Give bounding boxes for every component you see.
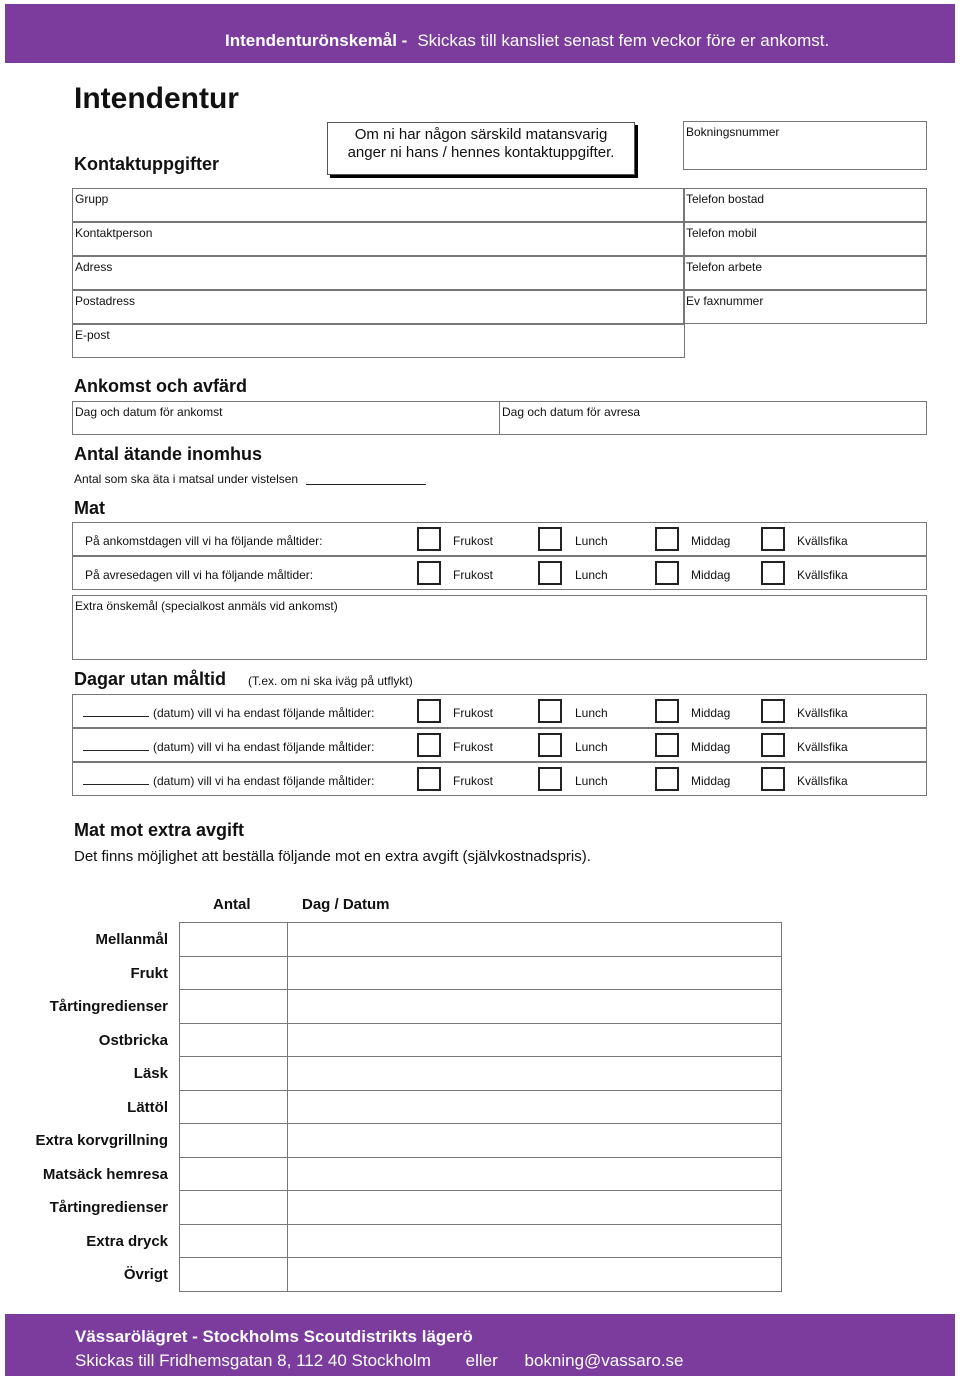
middag-checkbox[interactable] — [655, 699, 679, 723]
meal-label: Frukost — [453, 534, 494, 548]
arrival-day-meals-row — [72, 522, 927, 556]
header-text — [225, 31, 829, 51]
extra-item-date-cell[interactable] — [287, 922, 782, 957]
footer-band — [5, 1314, 955, 1376]
field-label: Postadress — [75, 294, 136, 308]
no-meal-heading: Dagar utan måltid — [74, 669, 227, 689]
header-band — [5, 4, 955, 63]
booking-number-label: Bokningsnummer — [686, 125, 780, 139]
meal-label: Kvällsfika — [797, 706, 848, 720]
header-title: Intendenturönskemål - — [225, 31, 408, 50]
extra-item-date-cell[interactable] — [287, 989, 782, 1024]
frukost-checkbox[interactable] — [417, 699, 441, 723]
extra-item-count-cell[interactable] — [179, 1224, 288, 1259]
eaters-heading: Antal ätande inomhus — [74, 444, 263, 464]
page-title: Intendentur — [74, 82, 239, 115]
matansvarig-note — [327, 122, 635, 175]
booking-number-field[interactable] — [683, 121, 927, 170]
extra-item-label: Läsk — [133, 1065, 168, 1082]
extra-item-label: Mellanmål — [95, 931, 168, 948]
meal-label: Middag — [691, 774, 731, 788]
arrival-heading: Ankomst och avfärd — [74, 376, 248, 396]
meal-label: Frukost — [453, 740, 494, 754]
meal-label: Middag — [691, 568, 731, 582]
col-header-date: Dag / Datum — [302, 896, 390, 913]
note-line-2: anger ni hans / hennes kontaktuppgifter. — [347, 144, 615, 161]
frukost-checkbox[interactable] — [417, 527, 441, 551]
fax-field[interactable] — [683, 290, 927, 324]
extra-item-date-cell[interactable] — [287, 1190, 782, 1225]
extra-item-count-cell[interactable] — [179, 1257, 288, 1292]
meal-label: Lunch — [575, 568, 608, 582]
meal-label: Frukost — [453, 706, 494, 720]
email-field[interactable] — [72, 324, 685, 358]
extra-food-heading: Mat mot extra avgift — [74, 820, 245, 840]
extra-item-count-cell[interactable] — [179, 1123, 288, 1158]
note-line-1: Om ni har någon särskild matansvarig — [354, 126, 608, 143]
extra-item-date-cell[interactable] — [287, 956, 782, 991]
extra-item-count-cell[interactable] — [179, 1157, 288, 1192]
lunch-checkbox[interactable] — [538, 527, 562, 551]
field-label: Kontaktperson — [75, 226, 153, 240]
extra-item-count-cell[interactable] — [179, 1056, 288, 1091]
extra-item-label: Matsäck hemresa — [42, 1165, 168, 1183]
field-label: Dag och datum för avresa — [502, 405, 641, 419]
extra-item-label: Extra dryck — [86, 1232, 168, 1250]
meal-label: Kvällsfika — [797, 534, 848, 548]
date-blank[interactable] — [83, 741, 149, 751]
kvallsfika-checkbox[interactable] — [761, 699, 785, 723]
extra-item-count-cell[interactable] — [179, 989, 288, 1024]
contact-heading: Kontaktuppgifter — [74, 154, 219, 174]
kvallsfika-checkbox[interactable] — [761, 767, 785, 791]
field-label: Extra önskemål (specialkost anmäls vid ankomst) — [75, 599, 338, 613]
extra-item-label: Övrigt — [123, 1266, 168, 1283]
contact-person-field[interactable] — [72, 222, 685, 256]
meal-label: Kvällsfika — [797, 740, 848, 754]
lunch-checkbox[interactable] — [538, 699, 562, 723]
middag-checkbox[interactable] — [655, 733, 679, 757]
phone-mobile-field[interactable] — [683, 222, 927, 256]
footer-or: eller — [465, 1351, 498, 1370]
departure-date-field[interactable] — [499, 401, 927, 435]
field-label: Adress — [75, 260, 113, 274]
extra-item-date-cell[interactable] — [287, 1257, 782, 1292]
field-label: Telefon bostad — [686, 192, 765, 206]
extra-item-date-cell[interactable] — [287, 1224, 782, 1259]
meal-label: Frukost — [453, 568, 494, 582]
footer-email: bokning@vassaro.se — [524, 1351, 684, 1370]
no-meal-row — [72, 694, 927, 728]
lunch-checkbox[interactable] — [538, 767, 562, 791]
phone-work-field[interactable] — [683, 256, 927, 290]
extra-item-count-cell[interactable] — [179, 956, 288, 991]
meal-label: Lunch — [575, 706, 608, 720]
frukost-checkbox[interactable] — [417, 733, 441, 757]
row-label: (datum) vill vi ha endast följande måltider: — [153, 774, 375, 788]
extra-item-count-cell[interactable] — [179, 1090, 288, 1125]
lunch-checkbox[interactable] — [538, 561, 562, 585]
meal-label: Lunch — [575, 774, 608, 788]
meal-label: Lunch — [575, 534, 608, 548]
arrival-date-field[interactable] — [72, 401, 500, 435]
extra-item-label: Tårtingredienser — [49, 998, 168, 1015]
row-label: På avresedagen vill vi ha följande måltider: — [85, 568, 314, 582]
meal-label: Lunch — [575, 740, 608, 754]
extra-item-label: Lättöl — [127, 1098, 168, 1116]
group-field[interactable] — [72, 188, 685, 222]
middag-checkbox[interactable] — [655, 561, 679, 585]
meal-label: Kvällsfika — [797, 774, 848, 788]
eaters-label: Antal som ska äta i matsal under vistelsen — [74, 472, 299, 486]
extra-item-date-cell[interactable] — [287, 1056, 782, 1091]
date-blank[interactable] — [83, 707, 149, 717]
footer-line1: Vässarölägret - Stockholms Scoutdistrikts lägerö — [75, 1327, 473, 1346]
extra-item-count-cell[interactable] — [179, 1190, 288, 1225]
no-meal-row — [72, 762, 927, 796]
row-label: (datum) vill vi ha endast följande måltider: — [153, 740, 375, 754]
meal-label: Kvällsfika — [797, 568, 848, 582]
meal-label: Frukost — [453, 774, 494, 788]
footer-address: Skickas till Fridhemsgatan 8, 112 40 Stockholm — [75, 1351, 431, 1370]
frukost-checkbox[interactable] — [417, 767, 441, 791]
col-header-count: Antal — [213, 896, 251, 913]
middag-checkbox[interactable] — [655, 767, 679, 791]
eaters-count-line[interactable] — [306, 484, 426, 485]
field-label: Dag och datum för ankomst — [75, 405, 223, 419]
extra-item-date-cell[interactable] — [287, 1023, 782, 1058]
header-subtitle: Skickas till kansliet senast fem veckor före er ankomst. — [417, 31, 830, 50]
footer-line2 — [75, 1351, 684, 1371]
extra-item-date-cell[interactable] — [287, 1123, 782, 1158]
food-heading: Mat — [74, 498, 105, 518]
address-field[interactable] — [72, 256, 685, 290]
extra-item-label: Extra korvgrillning — [35, 1132, 168, 1149]
extra-item-count-cell[interactable] — [179, 1023, 288, 1058]
extra-item-label: Ostbricka — [98, 1031, 168, 1049]
postal-address-field[interactable] — [72, 290, 685, 324]
field-label: E-post — [75, 328, 110, 342]
extra-item-date-cell[interactable] — [287, 1157, 782, 1192]
field-label: Grupp — [75, 192, 109, 206]
meal-label: Middag — [691, 706, 731, 720]
field-label: Ev faxnummer — [686, 294, 764, 308]
no-meal-hint: (T.ex. om ni ska iväg på utflykt) — [248, 674, 413, 688]
field-label: Telefon mobil — [686, 226, 757, 240]
kvallsfika-checkbox[interactable] — [761, 527, 785, 551]
kvallsfika-checkbox[interactable] — [761, 733, 785, 757]
no-meal-row — [72, 728, 927, 762]
row-label: (datum) vill vi ha endast följande måltider: — [153, 706, 375, 720]
meal-label: Middag — [691, 534, 731, 548]
frukost-checkbox[interactable] — [417, 561, 441, 585]
field-label: Telefon arbete — [686, 260, 763, 274]
date-blank[interactable] — [83, 775, 149, 785]
middag-checkbox[interactable] — [655, 527, 679, 551]
lunch-checkbox[interactable] — [538, 733, 562, 757]
extra-item-label: Tårtingredienser — [49, 1199, 168, 1216]
extra-item-date-cell[interactable] — [287, 1090, 782, 1125]
departure-day-meals-row — [72, 556, 927, 590]
kvallsfika-checkbox[interactable] — [761, 561, 785, 585]
extra-item-count-cell[interactable] — [179, 922, 288, 957]
phone-home-field[interactable] — [683, 188, 927, 222]
meal-label: Middag — [691, 740, 731, 754]
row-label: På ankomstdagen vill vi ha följande måltider: — [85, 534, 323, 548]
extra-food-description: Det finns möjlighet att beställa följande mot en extra avgift (självkostnadspris). — [74, 848, 591, 865]
extra-item-label: Frukt — [130, 964, 168, 982]
extra-wishes-field[interactable] — [72, 595, 927, 660]
